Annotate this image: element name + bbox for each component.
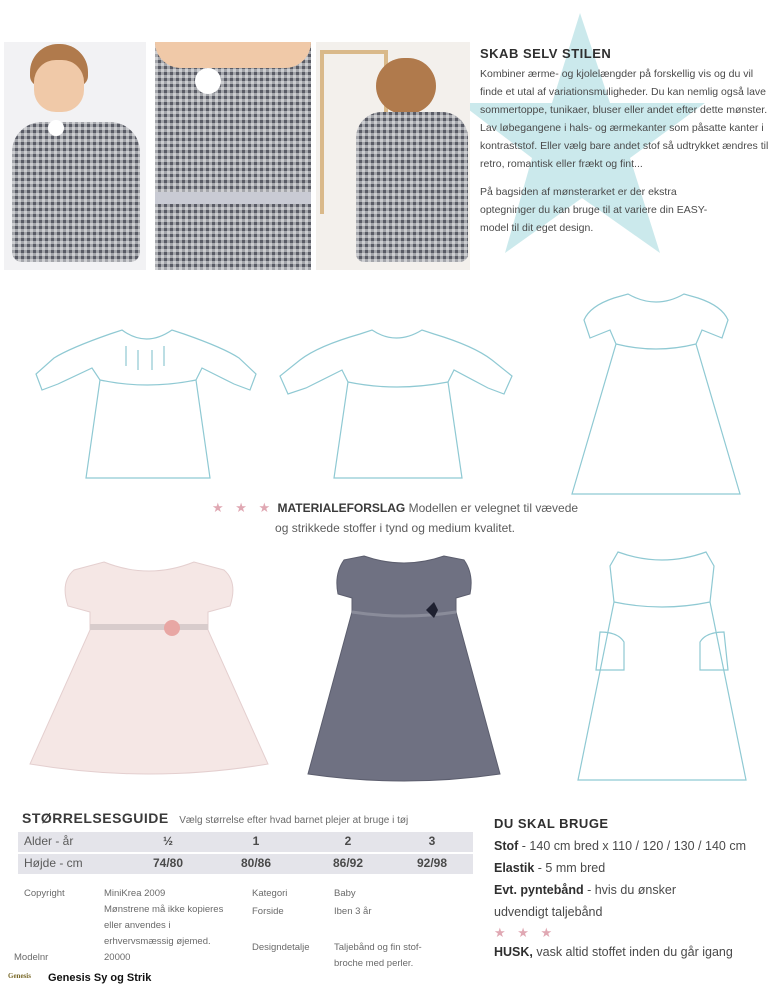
age-cell: 2	[344, 834, 352, 848]
age-cell: 3	[428, 834, 436, 848]
detail-value: Taljebånd og fin stof-broche med perler.	[334, 942, 422, 969]
height-cell: 74/80	[152, 856, 184, 870]
drawing-sleeveless-dress-pockets	[574, 546, 750, 788]
needs-stars: ★ ★ ★	[494, 925, 557, 940]
size-guide-title: STØRRELSESGUIDE	[22, 810, 169, 826]
size-row-height	[18, 854, 473, 874]
drawing-long-sleeve-blouse	[278, 316, 514, 484]
footer-logo	[8, 972, 31, 980]
pynt-value: - hvis du ønsker	[583, 883, 676, 897]
needs-title: DU SKAL BRUGE	[494, 816, 609, 831]
detail-label: Designdetalje	[252, 942, 310, 953]
materials-label: MATERIALEFORSLAG	[277, 501, 406, 515]
photo-pink-dress	[24, 558, 274, 778]
materials-text-2: og strikkede stoffer i tynd og medium kvalitet.	[275, 521, 515, 535]
drawing-long-sleeve-tunic	[34, 318, 260, 486]
stof-label: Stof	[494, 839, 519, 853]
needs-stof	[494, 835, 779, 857]
pynt-label: Evt. pyntebånd	[494, 883, 584, 897]
copyright-value: MiniKrea 2009	[104, 888, 166, 899]
model-value: 20000	[104, 952, 131, 963]
materials-stars: ★ ★ ★	[211, 500, 275, 515]
height-cell: 92/98	[416, 856, 448, 870]
photo-gray-dress	[306, 550, 502, 784]
rights-text: Mønstrene må ikke kopieres eller anvendes i erhvervsmæssig øjemed.	[104, 904, 224, 947]
size-row-age	[18, 832, 473, 852]
drawing-short-sleeve-dress	[566, 288, 746, 502]
needs-pynt-2: udvendigt taljebånd	[494, 905, 603, 919]
intro-paragraph: Kombiner ærme- og kjolelængder på forskellig vis og du vil finde et utal af variationsmuligheder. Du kan nemlig også lave sommertoppe, tunikaer, bluser eller andet efter dette mønster. Lav løbegangene i hals- og ærmekanter som påsatte kanter i kontraststof. Eller vælg bare andet stof så udtrykket ændres til retro, romantisk eller frækt og fint...	[480, 68, 769, 170]
height-cell: 86/92	[332, 856, 364, 870]
footer-logo-text: Genesis	[8, 972, 31, 980]
age-label: Alder - år	[24, 834, 74, 848]
photo-girl-back	[316, 42, 470, 270]
stof-value: - 140 cm bred x 110 / 120 / 130 / 140 cm	[518, 839, 746, 853]
elastik-label: Elastik	[494, 861, 535, 875]
needs-elastik	[494, 857, 779, 879]
size-guide-subtitle: Vælg størrelse efter hvad barnet plejer at bruge i tøj	[179, 815, 409, 826]
materials-block	[160, 498, 630, 538]
age-cell: 1	[252, 834, 260, 848]
model-label: Modelnr	[14, 952, 49, 963]
photo-girl-front	[4, 42, 146, 270]
needs-pynt	[494, 879, 779, 901]
age-cell: ½	[162, 834, 173, 848]
height-cell: 80/86	[240, 856, 272, 870]
section-title-skab-selv-stilen: SKAB SELV STILEN	[480, 46, 612, 61]
cover-label: Forside	[252, 906, 284, 917]
husk-value: vask altid stoffet inden du går igang	[532, 945, 733, 959]
footer-brand: Genesis Sy og Strik	[48, 972, 152, 984]
height-label: Højde - cm	[24, 856, 83, 870]
photo-dress-detail	[155, 42, 311, 270]
elastik-value: - 5 mm bred	[534, 861, 606, 875]
copyright-label: Copyright	[24, 888, 65, 899]
husk-label: HUSK,	[494, 945, 533, 959]
category-value: Baby	[334, 888, 356, 899]
cover-value: Iben 3 år	[334, 906, 372, 917]
backside-paragraph: På bagsiden af mønsterarket er der ekstra optegninger du kan bruge til at variere din EASY-model til dit eget design.	[480, 186, 708, 234]
materials-text-1: Modellen er velegnet til vævede	[408, 501, 579, 515]
category-label: Kategori	[252, 888, 288, 899]
needs-husk	[494, 941, 779, 963]
